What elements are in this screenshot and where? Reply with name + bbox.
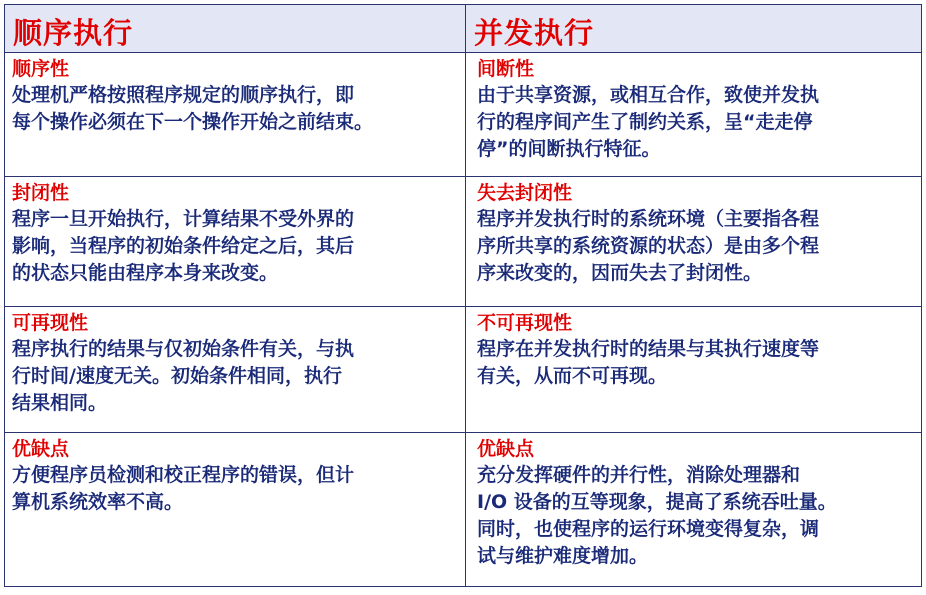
cell-title: 封闭性 (12, 182, 70, 204)
cell-sequentiality (5, 53, 466, 177)
header-sequential-label: 顺序执行 (13, 16, 134, 50)
cell-title: 可再现性 (12, 312, 89, 334)
cell-closure (5, 177, 466, 307)
cell-intermittency (466, 53, 921, 177)
cell-loss-of-closure (466, 177, 921, 307)
cell-reproducibility (5, 307, 466, 433)
comparison-table (4, 4, 922, 587)
cell-body: 由于共享资源，或相互合作，致使并发执 行的程序间产生了制约关系，呈“走走停 停”的间断执行特征。 (477, 84, 820, 160)
cell-body: 程序一旦开始执行，计算结果不受外界的 影响，当程序的初始条件给定之后，其后 的状态只能由程序本身来改变。 (12, 208, 355, 284)
cell-pros-cons-sequential (5, 433, 466, 586)
cell-body: 处理机严格按照程序规定的顺序执行，即 每个操作必须在下一个操作开始之前结束。 (12, 84, 374, 133)
cell-title: 顺序性 (12, 58, 70, 80)
cell-title: 间断性 (477, 58, 535, 80)
cell-title: 优缺点 (12, 438, 70, 460)
cell-body: 充分发挥硬件的并行性，消除处理器和 I/O 设备的互等现象，提高了系统吞吐量。 同时，也使程序的运行环境变得复杂，调 试与维护难度增加。 (477, 464, 837, 567)
header-concurrent (466, 5, 921, 53)
header-sequential (5, 5, 466, 53)
cell-body: 程序执行的结果与仅初始条件有关，与执 行时间/速度无关。初始条件相同，执行 结果相同。 (12, 338, 355, 414)
cell-title: 不可再现性 (477, 312, 573, 334)
cell-body: 程序在并发执行时的结果与其执行速度等 有关，从而不可再现。 (477, 338, 820, 387)
cell-title: 失去封闭性 (477, 182, 573, 204)
cell-irreproducibility (466, 307, 921, 433)
cell-body: 程序并发执行时的系统环境（主要指各程 序所共享的系统资源的状态）是由多个程 序来改变的，因而失去了封闭性。 (477, 208, 820, 284)
cell-pros-cons-concurrent (466, 433, 921, 586)
cell-title: 优缺点 (477, 438, 535, 460)
cell-body: 方便程序员检测和校正程序的错误，但计 算机系统效率不高。 (12, 464, 355, 513)
header-concurrent-label: 并发执行 (474, 16, 595, 50)
